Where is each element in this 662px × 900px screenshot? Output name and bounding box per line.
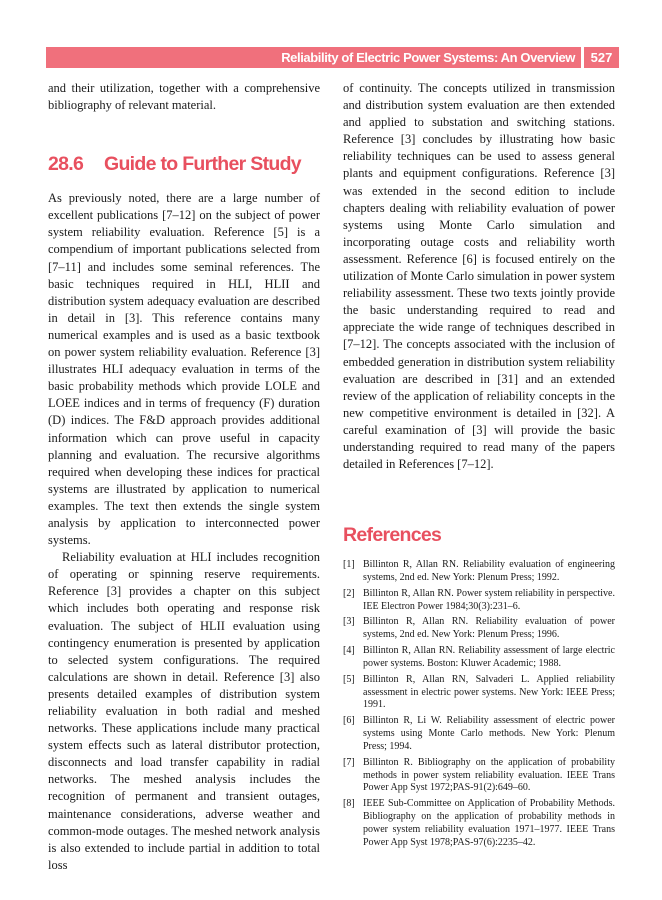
page-number: 527 bbox=[590, 50, 613, 65]
reference-text: Billinton R, Allan RN. Reliability assessment of large electric power systems. Boston: Kluwer Academic; 1988. bbox=[363, 644, 615, 669]
reference-item bbox=[343, 645, 615, 671]
reference-number: [2] bbox=[343, 587, 355, 599]
running-header bbox=[46, 47, 619, 68]
reference-list bbox=[343, 559, 615, 850]
reference-number: [6] bbox=[343, 715, 355, 727]
reference-number: [5] bbox=[343, 673, 355, 685]
reference-text: Billinton R, Allan RN. Reliability evaluation of power systems, 2nd ed. New York: Plenum Press; 1996. bbox=[363, 616, 615, 641]
reference-text: Billinton R, Li W. Reliability assessment of electric power systems using Monte Carlo methods. New York: Plenum Press; 1994. bbox=[363, 715, 615, 752]
reference-number: [7] bbox=[343, 756, 355, 768]
reference-item bbox=[343, 559, 615, 585]
reference-number: [4] bbox=[343, 644, 355, 656]
reference-item bbox=[343, 798, 615, 850]
section-title: Guide to Further Study bbox=[104, 153, 301, 176]
reference-text: Billinton R, Allan RN, Salvaderi L. Applied reliability assessment in electric power systems. New York: IEEE Press; 1991. bbox=[363, 673, 615, 711]
reference-number: [8] bbox=[343, 798, 355, 810]
body-paragraph: Reliability evaluation at HLI includes recognition of operating or spinning reserve requirements. Reference [3] provides a chapter on this subject which includes both operating and response risk evaluation. The subject of HLII evaluation using contingency enumeration is presented by application to selected system configurations. The required calculations are shown in detail. Reference [3] also presents detailed examples of distribution system reliability evaluation in both radial and meshed networks. These applications include many practical system effects such as lateral distributor protection, disconnects and load transfer capability in radial networks. The meshed analysis includes the recognition of permanent and transient outages, maintenance considerations, adverse weather and common-mode outages. The meshed network analysis is also extended to include partial in addition to total loss bbox=[48, 550, 320, 872]
reference-number: [1] bbox=[343, 559, 355, 571]
body-paragraph: of continuity. The concepts utilized in transmission and distribution system evaluation are then extended and applied to substation and switching stations. Reference [3] concludes by illustrating how basic reliability techniques can be used to assess general plants and equipment configurations. Reference [3] was extended in the second edition to include chapters dealing with reliability evaluation of power systems using Monte Carlo simulation and incorporating outage costs and reliability worth assessment. Reference [6] is focused entirely on the utilization of Monte Carlo simulation in power system reliability assessment. These two texts jointly provide the basic understanding required to read and appreciate the wide range of techniques described in [7–12]. The concepts associated with the inclusion of embedded generation in distribution system reliability evaluation are described in [31] and an extended review of the application of reliability concepts in the new competitive environment is detailed in [32]. A careful examination of [3] will provide the basic understanding required to read many of the papers detailed in References [7–12]. bbox=[343, 81, 615, 472]
running-title: Reliability of Electric Power Systems: An Overview bbox=[281, 50, 575, 65]
reference-text: Billinton R, Allan RN. Power system reliability in perspective. IEE Electron Power 1984;30(3):231–6. bbox=[363, 587, 615, 612]
reference-item bbox=[343, 588, 615, 614]
reference-item bbox=[343, 616, 615, 642]
reference-item bbox=[343, 757, 615, 796]
references-heading: References bbox=[343, 524, 442, 547]
reference-text: IEEE Sub-Committee on Application of Probability Methods. Bibliography on the application of probability methods in power system reliability evaluation 1971–1977. IEEE Trans Power App Syst 1978;PAS-97(6):2235–42. bbox=[363, 798, 615, 848]
reference-number: [3] bbox=[343, 616, 355, 628]
section-heading bbox=[48, 152, 320, 176]
reference-item bbox=[343, 674, 615, 713]
reference-text: Billinton R. Bibliography on the application of probability methods in power system reliability evaluation. IEEE Trans Power App Syst 1972;PAS-91(2):649–60. bbox=[363, 756, 615, 794]
body-paragraph: As previously noted, there are a large number of excellent publications [7–12] on the subject of power system reliability evaluation. Reference [5] is a compendium of important publications selected from [7–11] and includes some seminal references. The basic techniques required in HLI, HLII and distribution system adequacy evaluation are described in detail in [3]. This reference contains many numerical examples and is used as a basic textbook on power system reliability evaluation. Reference [3] illustrates HLI adequacy evaluation in terms of the basic probability methods which provide LOLE and LOEE indices and in terms of frequency (F) duration (D) indices. The F&D approach provides additional information which can prove useful in capacity planning and evaluation. The recursive algorithms required when developing these indices for practical systems are illustrated by application to numerical examples. The text then extends the single system analysis by application to interconnected power systems. bbox=[48, 191, 320, 548]
section-number: 28.6 bbox=[48, 153, 84, 176]
intro-paragraph: and their utilization, together with a comprehensive bibliography of relevant material. bbox=[48, 81, 320, 113]
reference-item bbox=[343, 715, 615, 754]
left-column bbox=[48, 80, 320, 874]
right-column bbox=[343, 80, 615, 853]
reference-text: Billinton R, Allan RN. Reliability evaluation of engineering systems, 2nd ed. New York: Plenum Press; 1992. bbox=[363, 559, 615, 584]
